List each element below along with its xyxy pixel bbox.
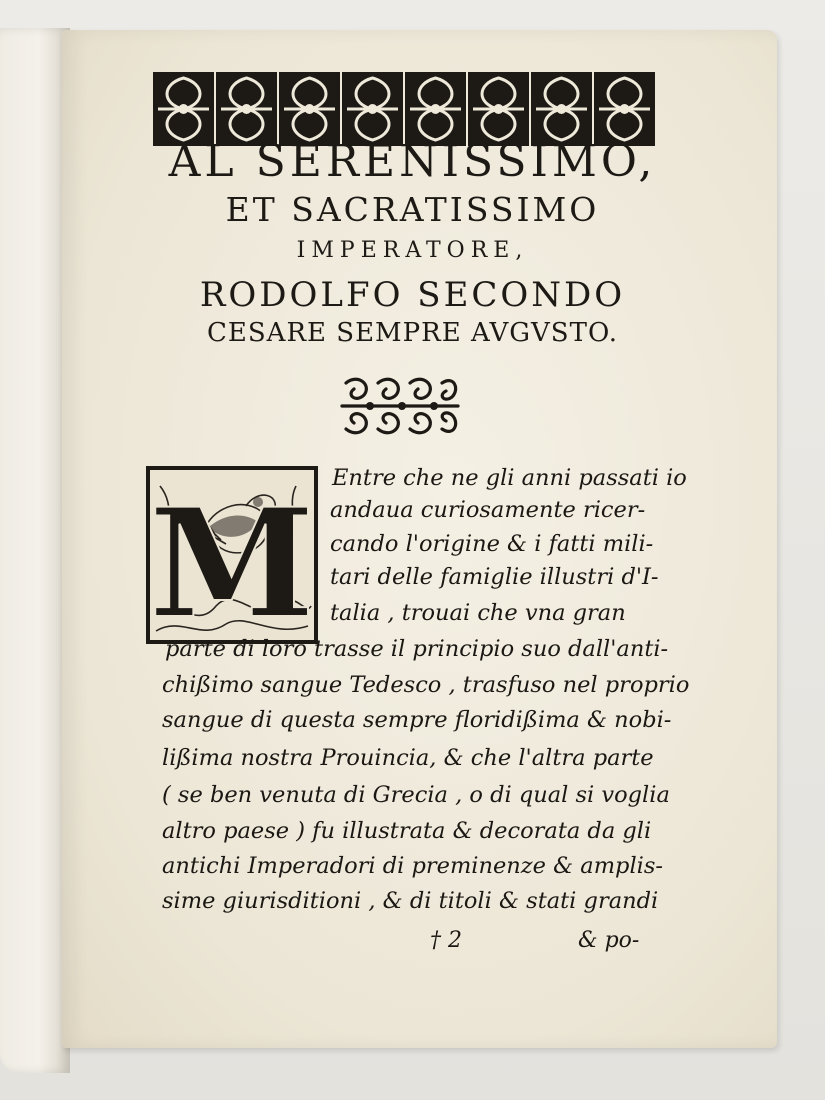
body-line: andaua curiosamente ricer- <box>330 497 646 523</box>
body-line: antichi Imperadori di preminenze & amplis- <box>162 853 663 879</box>
ornament-unit <box>405 72 466 146</box>
body-line: tari delle famiglie illustri d'I- <box>330 564 659 590</box>
dedication-title-line-1: AL SERENISSIMO, <box>168 136 657 187</box>
fleuron-icon <box>338 373 462 439</box>
eagle-woodcut-icon <box>146 466 318 644</box>
ornament-unit <box>279 72 340 146</box>
signature-mark: † 2 <box>430 928 462 953</box>
body-line: sime giurisditioni , & di titoli & stati grandi <box>162 888 659 914</box>
body-line: lißima nostra Prouincia, & che l'altra parte <box>162 745 654 771</box>
body-line: ( se ben venuta di Grecia , o di qual si voglia <box>162 782 670 808</box>
dedication-title-line-4: RODOLFO SECONDO <box>199 275 626 315</box>
decorated-initial <box>146 466 318 644</box>
body-line: talia , trouai che vna gran <box>330 600 626 626</box>
dedication-title-line-5: CESARE SEMPRE AVGVSTO. <box>206 318 619 348</box>
body-line: sangue di questa sempre floridißima & nobi- <box>162 707 672 733</box>
body-line: Entre che ne gli anni passati io <box>332 465 687 491</box>
catchword: & po- <box>578 928 640 953</box>
ornament-unit <box>468 72 529 146</box>
ornament-unit <box>594 72 655 146</box>
ornament-unit <box>531 72 592 146</box>
initial-letter: M <box>148 476 316 644</box>
body-line: cando l'origine & i fatti mili- <box>330 531 654 557</box>
ornament-unit <box>216 72 277 146</box>
ornament-unit <box>153 72 214 146</box>
body-line: altro paese ) fu illustrata & decorata da gli <box>162 818 652 844</box>
dedication-title-line-2: ET SACRATISSIMO <box>225 190 600 229</box>
dedication-title-line-3: IMPERATORE, <box>296 238 529 263</box>
body-line: chißimo sangue Tedesco , trasfuso nel proprio <box>162 672 690 698</box>
body-line: parte di loro trasse il principio suo dall'anti- <box>165 636 669 662</box>
ornament-unit <box>342 72 403 146</box>
